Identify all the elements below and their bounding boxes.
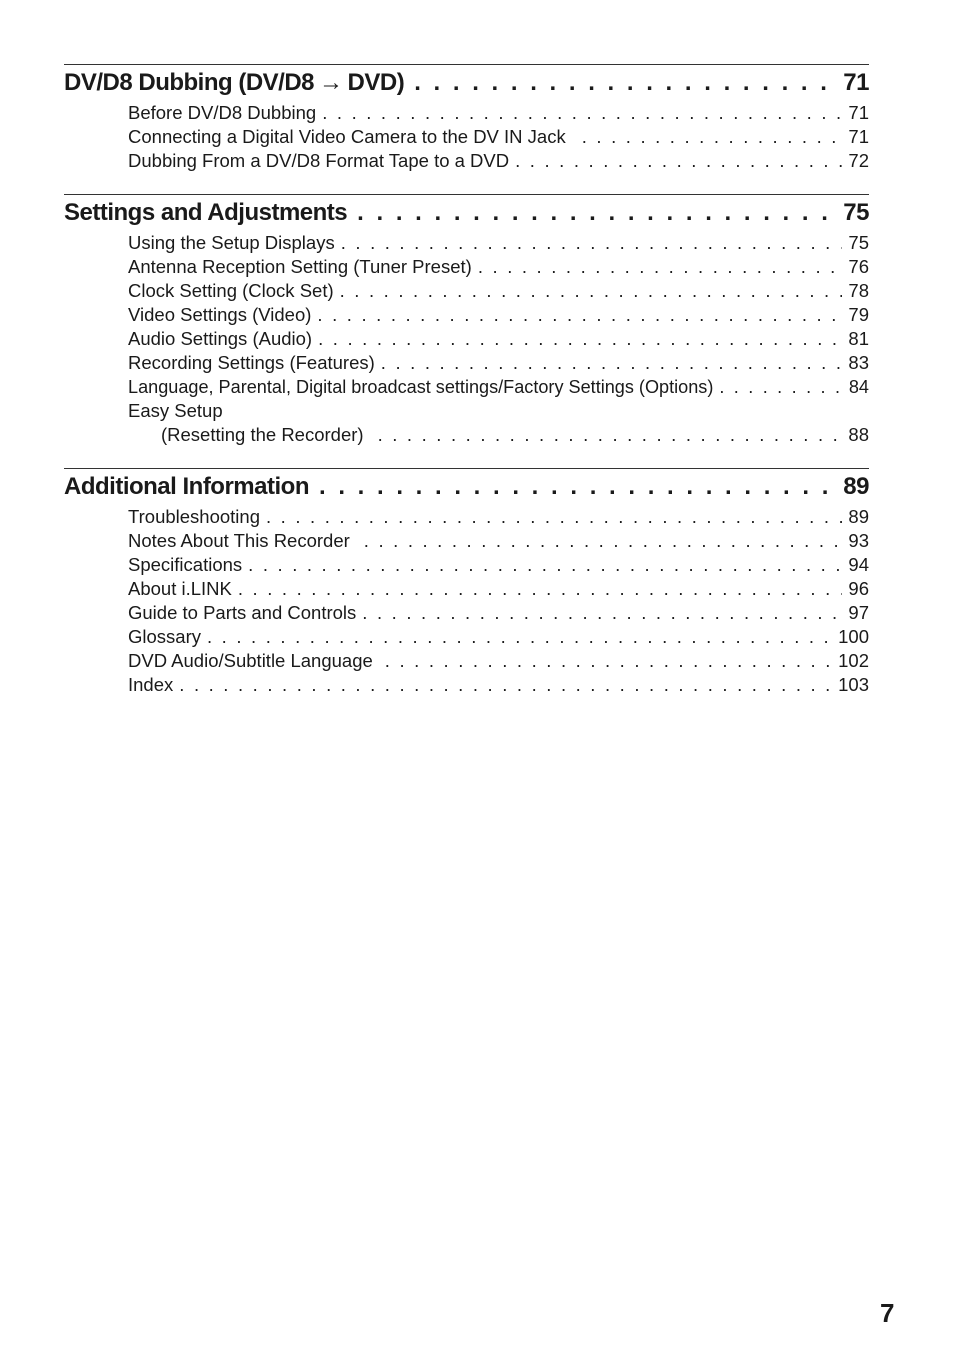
entry-label: Antenna Reception Setting (Tuner Preset): [128, 256, 472, 277]
dot-leader: [340, 279, 843, 303]
toc-entry[interactable]: [64, 673, 869, 697]
entry-label: Troubleshooting: [128, 506, 260, 527]
dot-leader: [179, 673, 832, 697]
dot-leader: [362, 601, 842, 625]
dot-leader: [414, 69, 835, 97]
dot-leader: [478, 255, 843, 279]
entry-page-number: 72: [848, 150, 869, 171]
toc-entry[interactable]: [64, 649, 869, 673]
section-heading[interactable]: [64, 469, 869, 505]
toc-entry[interactable]: [64, 351, 869, 375]
dot-leader: [266, 505, 842, 529]
entry-label: Glossary: [128, 626, 201, 647]
dot-leader: [357, 199, 835, 227]
dot-leader: [385, 649, 832, 673]
entry-label: Notes About This Recorder: [128, 530, 350, 551]
entry-page-number: 78: [848, 280, 869, 301]
entry-label: Easy Setup: [128, 400, 223, 421]
toc-entry[interactable]: [64, 149, 869, 173]
toc-entry[interactable]: [64, 279, 869, 303]
section-title: Settings and Adjustments: [64, 199, 348, 226]
section-heading[interactable]: [64, 65, 869, 101]
section-page-number: 71: [843, 69, 869, 96]
section-page-number: 75: [843, 199, 869, 226]
entry-label: Index: [128, 674, 174, 695]
dot-leader: [341, 231, 843, 255]
toc-entry[interactable]: [64, 601, 869, 625]
dot-leader: [381, 351, 843, 375]
entry-label: Language, Parental, Digital broadcast settings/Factory Settings (Options): [128, 377, 714, 397]
toc-entry[interactable]: [64, 529, 869, 553]
dot-leader: [317, 303, 842, 327]
toc-entry[interactable]: [64, 125, 869, 149]
entry-page-number: 93: [848, 530, 869, 551]
entry-label: Specifications: [128, 554, 243, 575]
entry-page-number: 79: [848, 304, 869, 325]
toc-section-settings: [64, 194, 869, 453]
entry-label: Using the Setup Displays: [128, 232, 335, 253]
section-title: DV/D8 Dubbing (DV/D8 → DVD): [64, 69, 405, 96]
entry-page-number: 76: [848, 256, 869, 277]
toc-entry[interactable]: [64, 101, 869, 125]
dot-leader: [207, 625, 832, 649]
toc-entry[interactable]: [64, 327, 869, 351]
entry-page-number: 88: [848, 424, 869, 445]
entry-label: Recording Settings (Features): [128, 352, 375, 373]
entry-label: Video Settings (Video): [128, 304, 312, 325]
toc-entry[interactable]: [64, 553, 869, 577]
toc-section-additional-info: [64, 468, 869, 697]
toc-entry[interactable]: [64, 423, 869, 447]
entry-page-number: 103: [838, 674, 869, 695]
entry-label: (Resetting the Recorder): [161, 424, 364, 445]
dot-leader: [582, 125, 843, 149]
right-arrow-icon: →: [319, 69, 343, 96]
dot-leader: [378, 423, 843, 447]
entry-page-number: 71: [848, 102, 869, 123]
dot-leader: [364, 529, 843, 553]
entry-page-number: 100: [838, 626, 869, 647]
dot-leader: [515, 149, 842, 173]
entry-page-number: 71: [848, 126, 869, 147]
entry-label: Clock Setting (Clock Set): [128, 280, 334, 301]
table-of-contents: [64, 64, 869, 697]
section-page-number: 89: [843, 473, 869, 500]
entry-label: DVD Audio/Subtitle Language: [128, 650, 373, 671]
dot-leader: [319, 473, 835, 501]
toc-entry[interactable]: [64, 255, 869, 279]
dot-leader: [238, 577, 843, 601]
entry-page-number: 83: [848, 352, 869, 373]
section-heading[interactable]: [64, 195, 869, 231]
entry-label: About i.LINK: [128, 578, 232, 599]
dot-leader: [248, 553, 842, 577]
entry-page-number: 102: [838, 650, 869, 671]
page-number: 7: [880, 1298, 895, 1328]
entry-label: Audio Settings (Audio): [128, 328, 313, 349]
toc-entry[interactable]: [64, 625, 869, 649]
entry-page-number: 96: [848, 578, 869, 599]
entry-label: Before DV/D8 Dubbing: [128, 102, 317, 123]
entry-page-number: 81: [848, 328, 869, 349]
toc-entry[interactable]: [64, 375, 869, 399]
toc-entry[interactable]: [64, 505, 869, 529]
section-title: Additional Information: [64, 473, 309, 500]
toc-entry[interactable]: [64, 231, 869, 255]
entry-page-number: 84: [848, 377, 869, 397]
entry-page-number: 75: [848, 232, 869, 253]
toc-entry-heading[interactable]: [64, 399, 869, 423]
entry-label: Guide to Parts and Controls: [128, 602, 357, 623]
toc-entry[interactable]: [64, 577, 869, 601]
toc-entry[interactable]: [64, 303, 869, 327]
entry-page-number: 89: [848, 506, 869, 527]
dot-leader: [322, 101, 842, 125]
dot-leader: [719, 375, 843, 399]
entry-label: Dubbing From a DV/D8 Format Tape to a DVD: [128, 150, 510, 171]
entry-page-number: 94: [848, 554, 869, 575]
entry-page-number: 97: [848, 602, 869, 623]
entry-label: Connecting a Digital Video Camera to the DV IN Jack: [128, 126, 566, 147]
toc-section-dv-dubbing: [64, 64, 869, 179]
dot-leader: [318, 327, 842, 351]
